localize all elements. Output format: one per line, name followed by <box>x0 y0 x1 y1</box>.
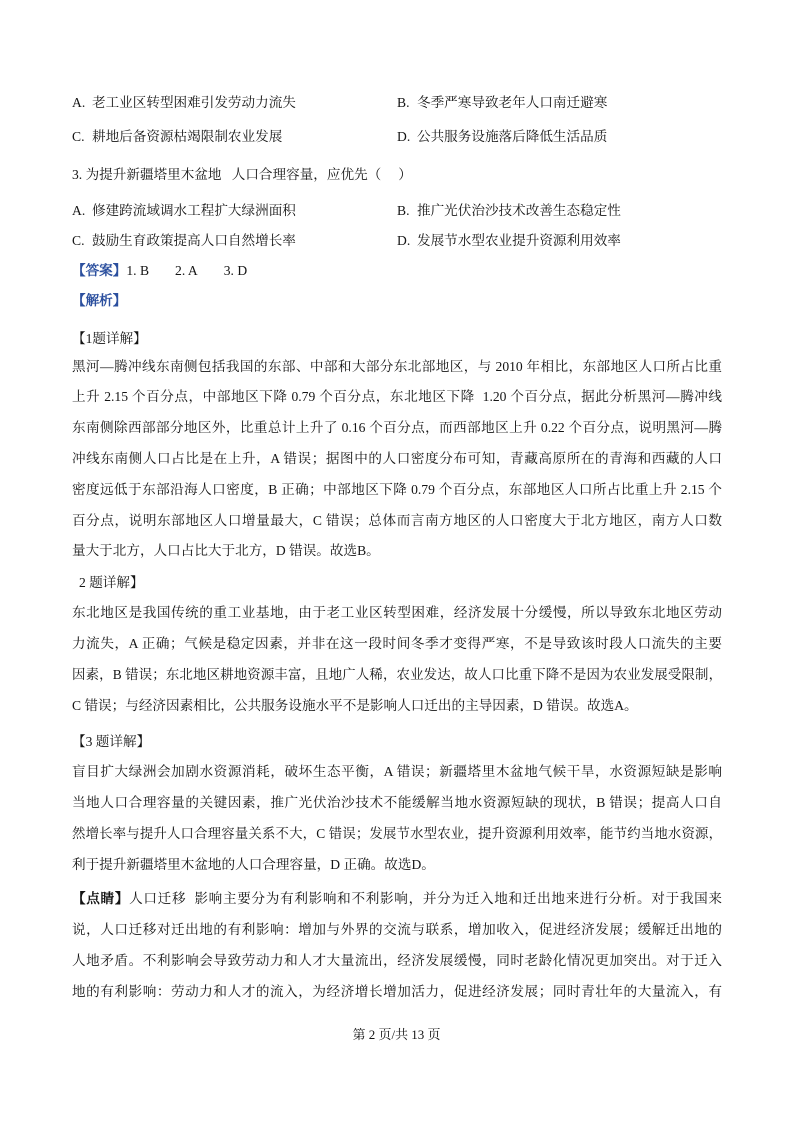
option-label: C. <box>72 233 85 248</box>
section-3-line: 然增长率与提升人口合理容量关系不大，C 错误；发展节水型农业，提升资源利用效率，能节约当地水资源， <box>72 826 722 841</box>
analysis-tag-text: 【解析】 <box>72 293 127 308</box>
q3-option-a <box>72 199 296 223</box>
option-label: A. <box>72 95 86 110</box>
q3-option-b <box>397 199 621 223</box>
q2-option-c <box>72 125 282 149</box>
tip-line: 说，人口迁移对迁出地的有利影响：增加与外界的交流与联系，增加收入，促进经济发展；缓解迁出地的 <box>72 922 722 937</box>
option-label: D. <box>397 129 411 144</box>
section-1-line: 冲线东南侧人口占比是在上升，A 错误；据图中的人口密度分布可知，青藏高原所在的青海和西藏的人口 <box>72 451 722 466</box>
option-label: A. <box>72 203 86 218</box>
option-text: 修建跨流域调水工程扩大绿洲面积 <box>92 203 296 218</box>
tip-line: 人地矛盾。不利影响会导致劳动力和人才大量流出，经济发展缓慢，同时老龄化情况更加突出。对于迁入 <box>72 953 722 968</box>
option-text: 推广光伏治沙技术改善生态稳定性 <box>417 203 621 218</box>
section-1-heading: 【1题详解】 <box>72 331 147 346</box>
answer-item-1: 1. B <box>126 263 150 278</box>
option-text: 耕地后备资源枯竭限制农业发展 <box>92 129 283 144</box>
tip-line: 地的有利影响：劳动力和人才的流入，为经济增长增加活力，促进经济发展；同时青壮年的大量流入，有 <box>72 984 722 999</box>
section-1-line: 黑河—腾冲线东南侧包括我国的东部、中部和大部分东北部地区，与 2010 年相比，东部地区人口所占比重 <box>72 359 722 374</box>
option-label: B. <box>397 203 410 218</box>
tip-tag: 【点睛】 <box>72 891 130 906</box>
section-3-line: 当地人口合理容量的关键因素，推广光伏治沙技术不能缓解当地水资源短缺的现状，B 错误；提高人口自 <box>72 795 722 810</box>
section-1-line: 百分点，说明东部地区人口增量最大，C 错误；总体而言南方地区的人口密度大于北方地区，南方人口数 <box>72 513 722 528</box>
answer-item-2: 2. A <box>175 263 198 278</box>
q3-option-d <box>397 229 621 253</box>
answer-item-3: 3. D <box>223 263 248 278</box>
answer-line <box>72 259 273 283</box>
option-label: C. <box>72 129 85 144</box>
page-number: 第 2 页/共 13 页 <box>352 1027 441 1042</box>
section-1-line: 密度远低于东部沿海人口密度，B 正确；中部地区下降 0.79 个百分点，东部地区人口所占比重上升 2.15 个 <box>72 482 722 497</box>
section-2-line: 因素，B 错误；东北地区耕地资源丰富，且地广人稀，农业发达，故人口比重下降不是因为农业发展受限制， <box>72 667 722 682</box>
section-3-line: 盲目扩大绿洲会加剧水资源消耗，破坏生态平衡，A 错误；新疆塔里木盆地气候干旱，水资源短缺是影响 <box>72 764 722 779</box>
section-1-line: 量大于北方，人口占比大于北方，D 错误。故选B。 <box>72 543 380 558</box>
option-label: D. <box>397 233 411 248</box>
option-text: 鼓励生育政策提高人口自然增长率 <box>92 233 296 248</box>
section-2-line: 力流失，A 正确；气候是稳定因素，并非在这一段时间冬季才变得严寒，不是导致该时段人口流失的主要 <box>72 636 722 651</box>
tip-text: 人口迁移 影响主要分为有利影响和不利影响，并分为迁入地和迁出地来进行分析。对于我国来 <box>129 891 723 906</box>
section-3-line: 利于提升新疆塔里木盆地的人口合理容量，D 正确。故选D。 <box>72 857 435 872</box>
q2-option-a <box>72 91 296 115</box>
section-1-line: 东南侧除西部部分地区外，比重总计上升了 0.16 个百分点，而西部地区上升 0.22 个百分点，说明黑河—腾 <box>72 420 722 435</box>
q2-option-b <box>397 91 607 115</box>
q3-option-c <box>72 229 296 253</box>
option-text: 老工业区转型困难引发劳动力流失 <box>92 95 296 110</box>
section-2-heading: 2 题详解】 <box>79 575 144 590</box>
analysis-tag <box>72 289 126 313</box>
option-text: 公共服务设施落后降低生活品质 <box>417 129 608 144</box>
option-text: 冬季严寒导致老年人口南迁避寒 <box>417 95 608 110</box>
option-text: 发展节水型农业提升资源利用效率 <box>417 233 621 248</box>
answer-tag: 【答案】 <box>72 263 127 278</box>
section-2-line: C 错误；与经济因素相比，公共服务设施水平不是影响人口迁出的主导因素，D 错误。故选A。 <box>72 698 638 713</box>
q2-option-d <box>397 125 607 149</box>
option-label: B. <box>397 95 410 110</box>
q3-stem: 3. 为提升新疆塔里木盆地 人口合理容量，应优先（ ） <box>72 167 412 182</box>
section-2-line: 东北地区是我国传统的重工业基地，由于老工业区转型困难，经济发展十分缓慢，所以导致东北地区劳动 <box>72 605 722 620</box>
section-3-heading: 【3 题详解】 <box>72 734 151 749</box>
tip-line <box>72 887 722 911</box>
section-1-line: 上升 2.15 个百分点，中部地区下降 0.79 个百分点，东北地区下降 1.20 个百分点，据此分析黑河—腾冲线 <box>72 389 722 404</box>
